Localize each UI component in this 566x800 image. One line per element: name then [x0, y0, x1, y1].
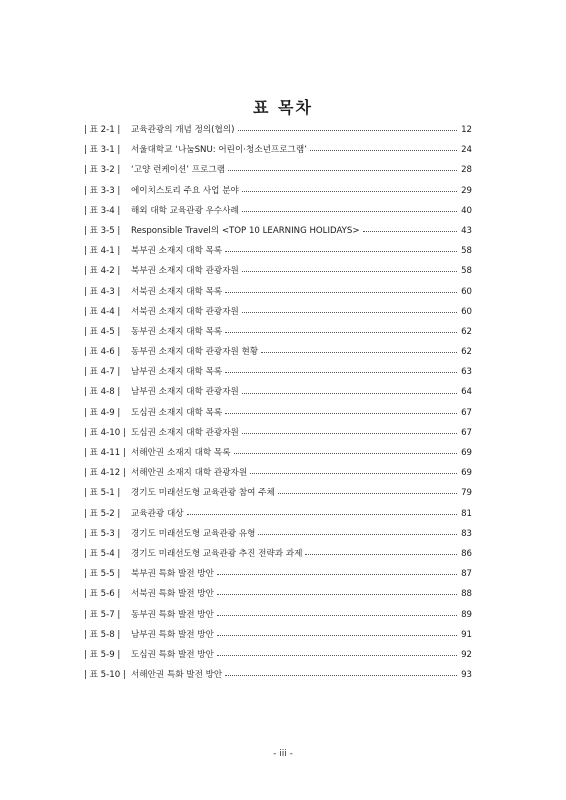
toc-dot-leader [242, 433, 457, 434]
toc-entry[interactable] [84, 504, 472, 524]
toc-entry-label: | 표 5-4 | [84, 548, 121, 559]
toc-entry-label: | 표 5-5 | [84, 569, 121, 580]
toc-dot-leader [242, 393, 457, 394]
toc-entry-label: | 표 3-5 | [84, 225, 121, 236]
toc-entry-page: 29 [461, 185, 472, 196]
toc-entry-page: 63 [461, 367, 472, 378]
toc-entry[interactable] [84, 443, 472, 463]
toc-entry[interactable] [84, 120, 472, 140]
toc-entry-label: | 표 3-3 | [84, 185, 121, 196]
toc-entry-label: | 표 5-2 | [84, 508, 121, 519]
toc-entry-label: | 표 4-4 | [84, 306, 121, 317]
toc-entry-page: 60 [461, 286, 472, 297]
toc-entry-title: 북부권 소재지 대학 관광자원 [131, 266, 239, 277]
toc-dot-leader [225, 292, 457, 293]
toc-entry-title: 남부권 소재지 대학 관광자원 [131, 387, 239, 398]
toc-dot-leader [234, 453, 457, 454]
toc-entry-label: | 표 5-1 | [84, 488, 121, 499]
toc-entry-title: 동부권 소재지 대학 목록 [131, 326, 223, 337]
toc-entry[interactable] [84, 322, 472, 342]
toc-dot-leader [261, 352, 457, 353]
toc-dot-leader [225, 332, 457, 333]
toc-entry-label: | 표 4-6 | [84, 347, 121, 358]
toc-entry-label: | 표 5-7 | [84, 609, 121, 620]
toc-entry-title: 동부권 특화 발전 방안 [131, 609, 214, 620]
toc-dot-leader [242, 211, 457, 212]
toc-entry-title: 교육관광 대상 [131, 508, 184, 519]
toc-dot-leader [217, 635, 457, 636]
toc-entry[interactable] [84, 261, 472, 281]
toc-entry-label: | 표 4-1 | [84, 246, 121, 257]
toc-entry[interactable] [84, 463, 472, 483]
toc-dot-leader [238, 130, 458, 131]
toc-dot-leader [225, 372, 457, 373]
toc-entry-label: | 표 5-8 | [84, 629, 121, 640]
toc-entry[interactable] [84, 423, 472, 443]
toc-dot-leader [217, 574, 457, 575]
page-title: 표 목차 [253, 98, 313, 117]
toc-entry-page: 64 [461, 387, 472, 398]
toc-entry-label: | 표 4-11 | [84, 448, 126, 458]
toc-entry-page: 81 [461, 508, 472, 519]
toc-entry-label: | 표 4-7 | [84, 367, 121, 378]
toc-dot-leader [225, 413, 457, 414]
toc-entry-page: 83 [461, 528, 472, 539]
toc-entry-title: Responsible Travel의 <TOP 10 LEARNING HOLIDAYS> [131, 225, 360, 236]
toc-entry-title: 북부권 소재지 대학 목록 [131, 246, 223, 257]
toc-entry[interactable] [84, 221, 472, 241]
toc-entry-page: 40 [461, 205, 472, 216]
toc-entry-title: 서북권 소재지 대학 관광자원 [131, 306, 239, 317]
table-of-contents [84, 120, 472, 685]
toc-dot-leader [250, 473, 457, 474]
toc-entry-title: 동부권 소재지 대학 관광자원 현황 [131, 347, 259, 358]
toc-entry-page: 28 [461, 165, 472, 176]
toc-entry-page: 58 [461, 246, 472, 257]
toc-entry-title: 서북권 소재지 대학 목록 [131, 286, 223, 297]
toc-entry[interactable] [84, 282, 472, 302]
toc-dot-leader [187, 514, 457, 515]
toc-entry[interactable] [84, 201, 472, 221]
toc-entry-page: 86 [461, 548, 472, 559]
toc-entry-label: | 표 4-9 | [84, 407, 121, 418]
toc-entry[interactable] [84, 302, 472, 322]
toc-dot-leader [217, 615, 457, 616]
toc-entry-label: | 표 3-1 | [84, 145, 121, 156]
toc-entry-title: 에이치스토리 주요 사업 분야 [131, 185, 239, 196]
toc-entry-title: 북부권 특화 발전 방안 [131, 569, 214, 580]
toc-entry-label: | 표 4-2 | [84, 266, 121, 277]
toc-entry-title: 서해안권 소재지 대학 목록 [131, 448, 231, 458]
toc-dot-leader [225, 675, 457, 676]
toc-entry[interactable] [84, 564, 472, 584]
toc-entry-label: | 표 5-6 | [84, 589, 121, 600]
toc-entry-label: | 표 5-3 | [84, 528, 121, 539]
toc-entry-title: 해외 대학 교육관광 우수사례 [131, 205, 239, 216]
toc-entry-label: | 표 4-3 | [84, 286, 121, 297]
toc-entry-page: 69 [461, 468, 472, 479]
toc-dot-leader [228, 170, 457, 171]
toc-entry-page: 79 [461, 488, 472, 499]
toc-dot-leader [242, 271, 457, 272]
toc-entry-page: 93 [461, 670, 472, 681]
toc-entry-title: 도심권 소재지 대학 관광자원 [131, 427, 239, 438]
toc-entry-label: | 표 4-8 | [84, 387, 121, 398]
toc-entry[interactable] [84, 483, 472, 503]
toc-entry[interactable] [84, 665, 472, 685]
toc-entry-page: 88 [461, 589, 472, 600]
toc-dot-leader [363, 231, 457, 232]
toc-entry-page: 58 [461, 266, 472, 277]
toc-entry[interactable] [84, 605, 472, 625]
toc-entry-page: 67 [461, 407, 472, 418]
toc-entry-title: 경기도 미래선도형 교육관광 참여 주체 [131, 488, 275, 499]
toc-entry-page: 89 [461, 609, 472, 620]
toc-dot-leader [242, 312, 457, 313]
toc-entry-page: 67 [461, 427, 472, 438]
toc-entry-label: | 표 3-4 | [84, 205, 121, 216]
toc-entry-title: 서해안권 특화 발전 방안 [131, 670, 223, 681]
toc-entry-page: 91 [461, 629, 472, 640]
toc-entry[interactable] [84, 362, 472, 382]
toc-dot-leader [225, 251, 457, 252]
toc-entry[interactable] [84, 342, 472, 362]
toc-entry[interactable] [84, 524, 472, 544]
toc-entry-title: ‘고양 런케이션’ 프로그램 [131, 165, 225, 176]
toc-entry[interactable] [84, 382, 472, 402]
page-number-footer: - iii - [273, 749, 293, 759]
toc-entry-title: 도심권 소재지 대학 목록 [131, 407, 223, 418]
toc-entry-page: 69 [461, 448, 472, 458]
toc-entry-title: 경기도 미래선도형 교육관광 추진 전략과 과제 [131, 548, 303, 559]
toc-entry-label: | 표 5-9 | [84, 649, 121, 660]
toc-dot-leader [217, 594, 457, 595]
toc-dot-leader [305, 554, 457, 555]
toc-entry[interactable] [84, 645, 472, 665]
toc-entry-page: 87 [461, 569, 472, 580]
toc-entry-title: 도심권 특화 발전 방안 [131, 649, 214, 660]
toc-entry[interactable] [84, 160, 472, 180]
toc-entry-page: 92 [461, 649, 472, 660]
toc-entry-page: 62 [461, 347, 472, 358]
toc-entry-page: 24 [461, 145, 472, 156]
toc-entry-page: 62 [461, 326, 472, 337]
toc-entry-label: | 표 3-2 | [84, 165, 121, 176]
toc-dot-leader [217, 655, 457, 656]
toc-entry[interactable] [84, 584, 472, 604]
toc-dot-leader [258, 534, 457, 535]
toc-entry[interactable] [84, 544, 472, 564]
toc-entry-title: 남부권 특화 발전 방안 [131, 629, 214, 640]
toc-entry[interactable] [84, 625, 472, 645]
toc-entry[interactable] [84, 181, 472, 201]
toc-entry[interactable] [84, 241, 472, 261]
toc-entry-title: 서울대학교 ‘나눔SNU: 어린이·청소년프로그램’ [131, 145, 307, 156]
toc-entry-label: | 표 5-10 | [84, 670, 126, 681]
toc-entry[interactable] [84, 403, 472, 423]
toc-entry-label: | 표 4-10 | [84, 427, 126, 438]
toc-entry-title: 교육관광의 개념 정의(협의) [131, 125, 235, 135]
toc-dot-leader [278, 493, 457, 494]
toc-dot-leader [310, 150, 457, 151]
toc-entry-title: 서해안권 소재지 대학 관광자원 [131, 468, 248, 479]
toc-entry-title: 남부권 소재지 대학 목록 [131, 367, 223, 378]
toc-entry-title: 서북권 특화 발전 방안 [131, 589, 214, 600]
toc-entry-page: 12 [461, 125, 472, 135]
toc-entry-label: | 표 2-1 | [84, 125, 121, 135]
toc-entry-title: 경기도 미래선도형 교육관광 유형 [131, 528, 256, 539]
toc-entry-page: 43 [461, 225, 472, 236]
toc-entry[interactable] [84, 140, 472, 160]
toc-entry-label: | 표 4-12 | [84, 468, 126, 479]
toc-entry-label: | 표 4-5 | [84, 326, 121, 337]
toc-entry-page: 60 [461, 306, 472, 317]
toc-dot-leader [242, 191, 457, 192]
